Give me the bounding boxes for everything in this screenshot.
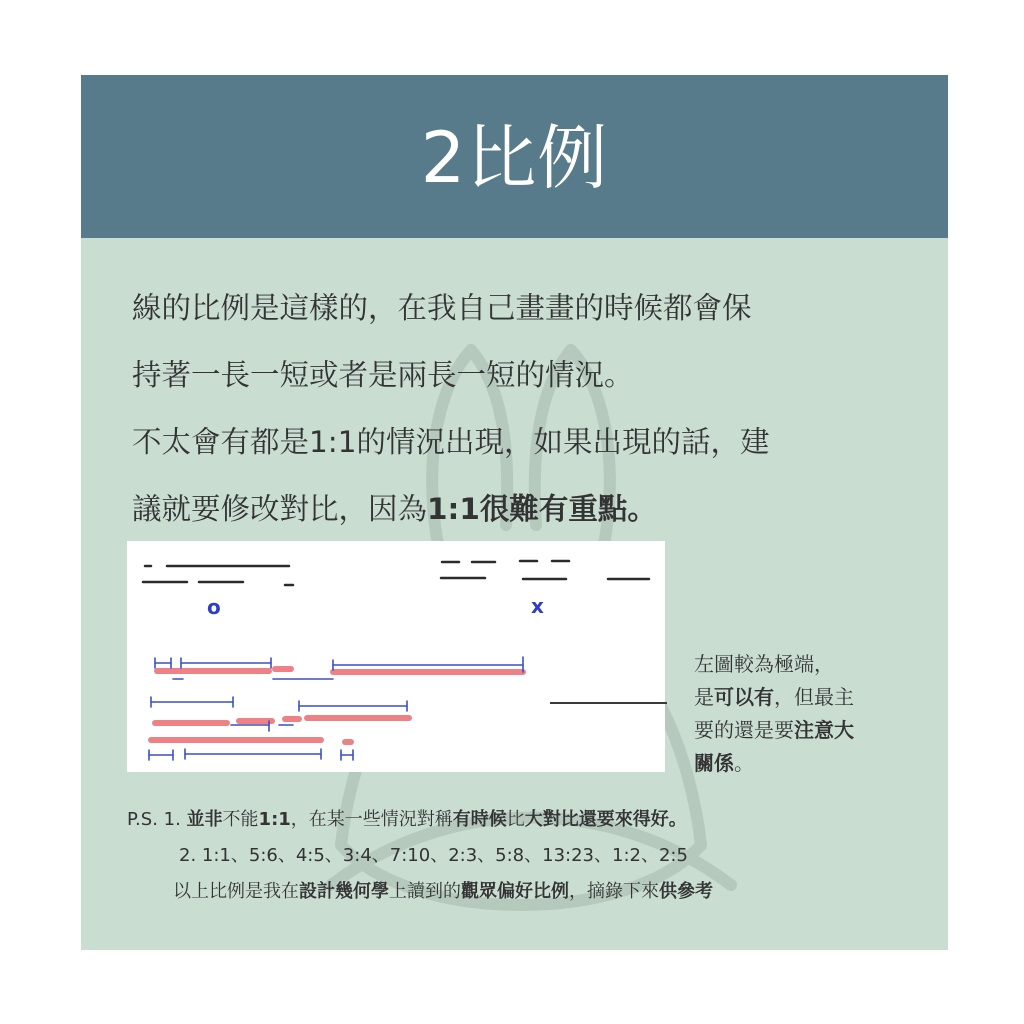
good-example-lines [143, 566, 293, 585]
pointer-line [550, 702, 667, 704]
ps-notes [127, 802, 927, 910]
sketch-figure [127, 541, 665, 772]
good-mark: o [207, 595, 221, 619]
bad-mark: x [531, 594, 544, 618]
header-banner [81, 75, 948, 238]
intro-line-2: 持著一長一短或者是兩長一短的情況。 [132, 358, 634, 392]
card [81, 75, 948, 950]
intro-line-3: 不太會有都是1:1的情況出現，如果出現的話，建 [132, 425, 770, 459]
ps-line-1: P.S. 1. 並非不能1:1，在某一些情況對稱有時候比大對比還要來得好。 [127, 809, 687, 830]
ps-line-2: 2. 1:1、5:6、4:5、3:4、7:10、2:3、5:8、13:23、1:2、2:5 [179, 845, 688, 866]
side-note-line-1: 左圖較為極端， [694, 652, 834, 676]
page-title: 2比例 [420, 117, 609, 199]
intro-text [132, 275, 912, 543]
ps-line-3: 以上比例是我在設計幾何學上讀到的觀眾偏好比例，摘錄下來供參考 [173, 881, 713, 902]
side-note-line-2: 是可以有，但最主 [694, 685, 854, 709]
side-note-line-3: 要的還是要注意大 [694, 718, 854, 742]
side-note-line-4: 關係。 [694, 751, 754, 775]
intro-line-1: 線的比例是這樣的，在我自己畫畫的時候都會保 [132, 291, 752, 325]
intro-line-4: 議就要修改對比，因為1:1很難有重點。 [132, 492, 657, 526]
sketch-drawing [127, 541, 665, 772]
side-note [694, 648, 904, 780]
bad-example-lines [441, 561, 649, 579]
intro-emphasis: 1:1很難有重點。 [427, 492, 657, 526]
